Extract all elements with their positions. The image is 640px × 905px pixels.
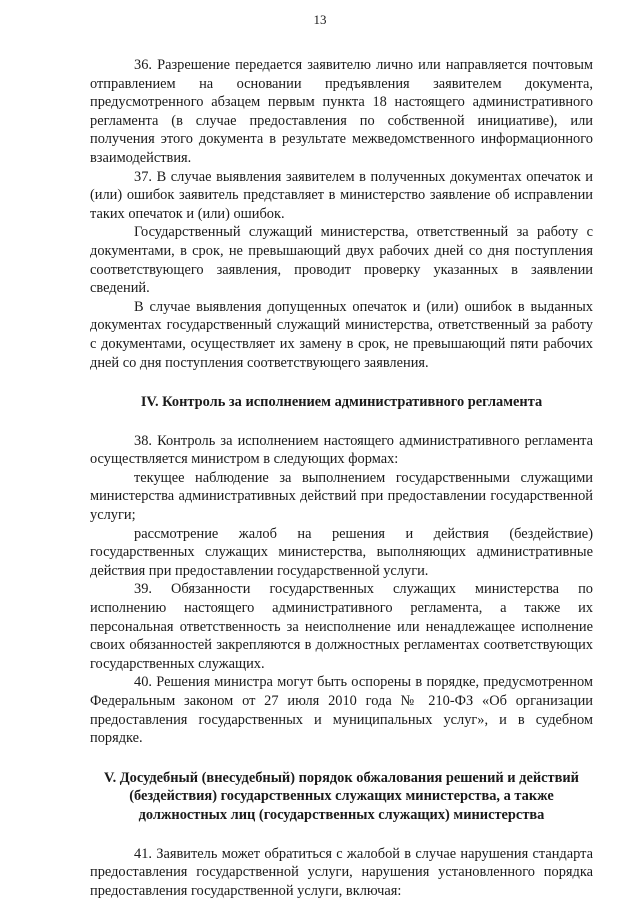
paragraph-37: 37. В случае выявления заявителем в полученных документах опечаток и (или) ошибок заявитель представляет в министерство заявление об исправлении таких опечаток и (или) ошибок. [90,168,593,222]
paragraph-37-replacement: В случае выявления допущенных опечаток и (или) ошибок в выданных документах государственный служащий министерства, ответственный за работу с документами, осуществляет их замену в срок, не превышающий пяти рабочих дней со дня поступления соответствующего заявления. [90,298,593,371]
section-heading-iv: IV. Контроль за исполнением административного регламента [140,394,543,411]
paragraph-38-current-monitoring: текущее наблюдение за выполнением государственными служащими министерства административных действий при предоставлении государственной услуги; [90,469,593,524]
section-heading-v: V. Досудебный (внесудебный) порядок обжалования решений и действий (бездействия) государственных служащих министерства, а также должностных лиц (государственных служащих) министерства [104,769,579,823]
spacer [90,412,593,432]
page-number: 13 [313,12,327,27]
paragraph-38-complaints: рассмотрение жалоб на решения и действия (бездействие) государственных служащих министерства, выполняющих административные действия при предоставлении государственной услуги. [90,525,593,579]
paragraph-38: 38. Контроль за исполнением настоящего административного регламента осуществляется министром в следующих формах: [90,432,593,468]
spacer [90,372,593,393]
paragraph-37-responsible: Государственный служащий министерства, ответственный за работу с документами, в срок, не превышающий двух рабочих дней со дня поступления соответствующего заявления, проводит проверку указанных в заявлении сведений. [90,224,593,297]
paragraph-41: 41. Заявитель может обратиться с жалобой в случае нарушения стандарта предоставления государственной услуги, нарушения установленного порядка предоставления государственной услуги, включая: [90,845,593,899]
document-body [90,56,593,900]
spacer [90,748,593,769]
paragraph-39: 39. Обязанности государственных служащих министерства по исполнению настоящего административного регламента, а также их персональная ответственность за неисполнение или ненадлежащее исполнение своих обязанностей закрепляются в должностных регламентах соответствующих государственных служащих. [90,581,593,672]
paragraph-36: 36. Разрешение передается заявителю лично или направляется почтовым отправлением на основании предъявления заявителем документа, предусмотренного абзацем первым пункта 18 настоящего административного регламента (в случае предоставления по собственной инициативе), или получения этого документа в результате межведомственного информационного взаимодействия. [90,57,593,166]
paragraph-40: 40. Решения министра могут быть оспорены в порядке, предусмотренном Федеральным законом от 27 июля 2010 года № 210-ФЗ «Об организации предоставления государственных и муниципальных услуг», и в судебном порядке. [90,674,593,747]
spacer [90,825,593,845]
